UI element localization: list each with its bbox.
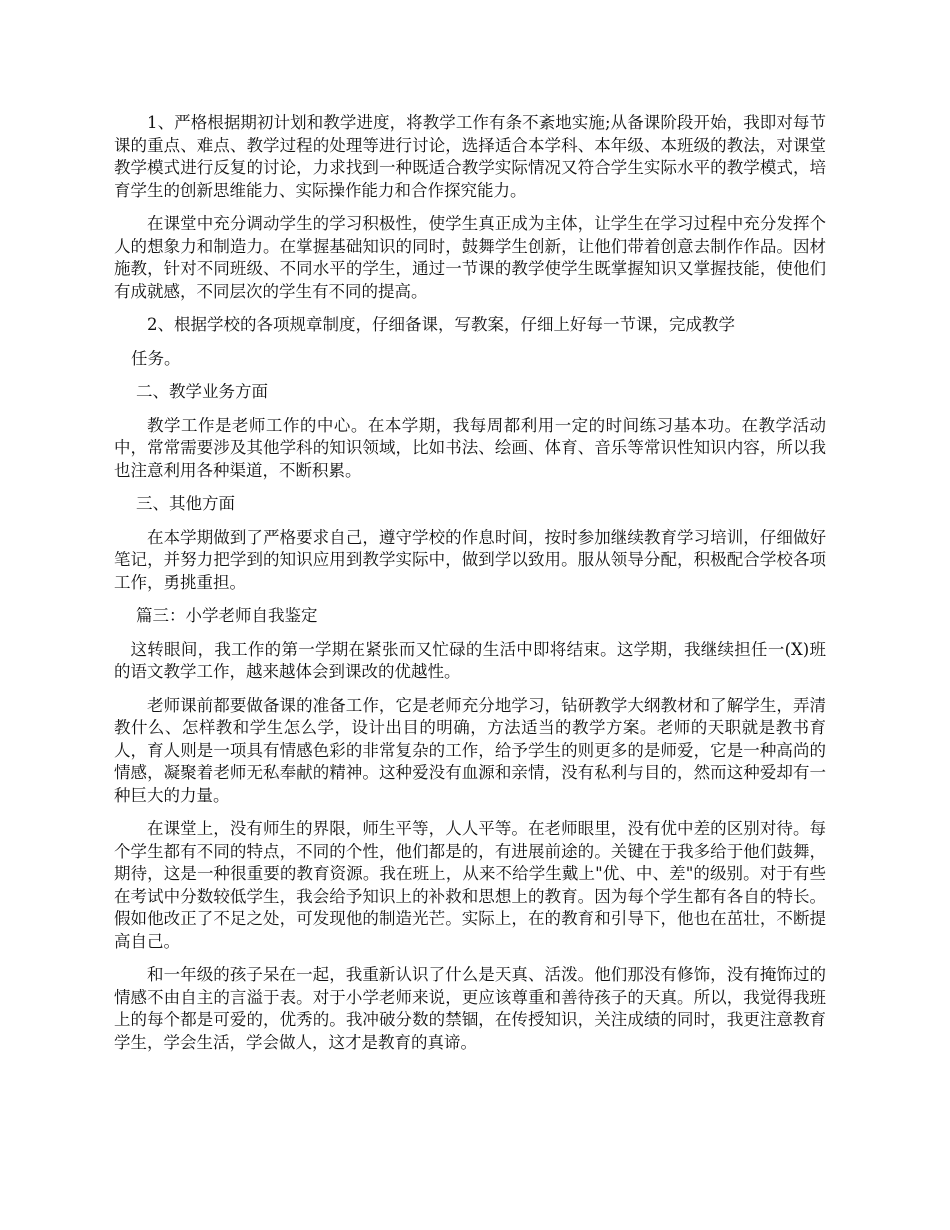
paragraph-7: 老师课前都要做备课的准备工作，它是老师充分地学习，钻研教学大纲教材和了解学生，弄清教什么、怎样教和学生怎么学，设计出目的明确，方法适当的教学方案。老师的天职就是教书育人，育人则是一项具有情感色彩的非常复杂的工作，给予学生的则更多的是师爱，它是一种高尚的情感，凝聚着老师无私奉献的精神。这种爱没有血源和亲情，没有私利与目的，然而这种爱却有一种巨大的力量。 <box>114 695 826 805</box>
paragraph-1: 1、严格根据期初计划和教学进度，将教学工作有条不紊地实施;从备课阶段开始，我即对每节课的重点、难点、教学过程的处理等进行讨论，选择适合本学科、本年级、本班级的教法，对课堂教学模式进行反复的讨论，力求找到一种既适合教学实际情况又符合学生实际水平的教学模式，培育学生的创新思维能力、实际操作能力和合作探究能力。 <box>114 113 826 200</box>
paragraph-2: 在课堂中充分调动学生的学习积极性，使学生真正成为主体，让学生在学习过程中充分发挥个人的想象力和制造力。在掌握基础知识的同时，鼓舞学生创新，让他们带着创意去制作作品。因材施教，针对不同班级、不同水平的学生，通过一节课的教学使学生既掌握知识又掌握技能，使他们有成就感，不同层次的学生有不同的提高。 <box>114 214 826 301</box>
paragraph-3-continuation: 任务。 <box>131 348 181 368</box>
paragraph-5: 在本学期做到了严格要求自己，遵守学校的作息时间，按时参加继续教育学习培训，仔细做好笔记，并努力把学到的知识应用到教学实际中，做到学以致用。服从领导分配，积极配合学校各项工作，勇挑重担。 <box>114 527 826 592</box>
paragraph-9: 和一年级的孩子呆在一起，我重新认识了什么是天真、活泼。他们那没有修饰，没有掩饰过的情感不由自主的言溢于表。对于小学老师来说，更应该尊重和善待孩子的天真。所以，我觉得我班上的每个都是可爱的，优秀的。我冲破分数的禁锢，在传授知识，关注成绩的同时，我更注意教育学生，学会生活，学会做人，这才是教育的真谛。 <box>114 965 826 1052</box>
paragraph-6: 这转眼间，我工作的第一学期在紧张而又忙碌的生活中即将结束。这学期，我继续担任一(X)班的语文教学工作，越来越体会到课改的优越性。 <box>114 639 826 681</box>
section-heading-3: 三、其他方面 <box>136 494 235 513</box>
article-heading: 篇三：小学老师自我鉴定 <box>136 606 318 625</box>
paragraph-4: 教学工作是老师工作的中心。在本学期，我每周都利用一定的时间练习基本功。在教学活动中，常常需要涉及其他学科的知识领域，比如书法、绘画、体育、音乐等常识性知识内容，所以我也注意利用各种渠道，不断积累。 <box>114 415 826 480</box>
section-heading-2: 二、教学业务方面 <box>136 382 268 401</box>
paragraph-3: 2、根据学校的各项规章制度，仔细备课，写教案，仔细上好每一节课，完成教学 <box>147 315 735 334</box>
paragraph-8: 在课堂上，没有师生的界限，师生平等，人人平等。在老师眼里，没有优中差的区别对待。每个学生都有不同的特点，不同的个性，他们都是的，有进展前途的。关键在于我多给于他们鼓舞，期待，这是一种很重要的教育资源。我在班上，从来不给学生戴上"优、中、差"的级别。对于有些在考试中分数较低学生，我会给予知识上的补救和思想上的教育。因为每个学生都有各自的特长。假如他改正了不足之处，可发现他的制造光芒。实际上，在的教育和引导下，他也在茁壮，不断提高自己。 <box>114 819 826 951</box>
document-body <box>114 112 826 1054</box>
